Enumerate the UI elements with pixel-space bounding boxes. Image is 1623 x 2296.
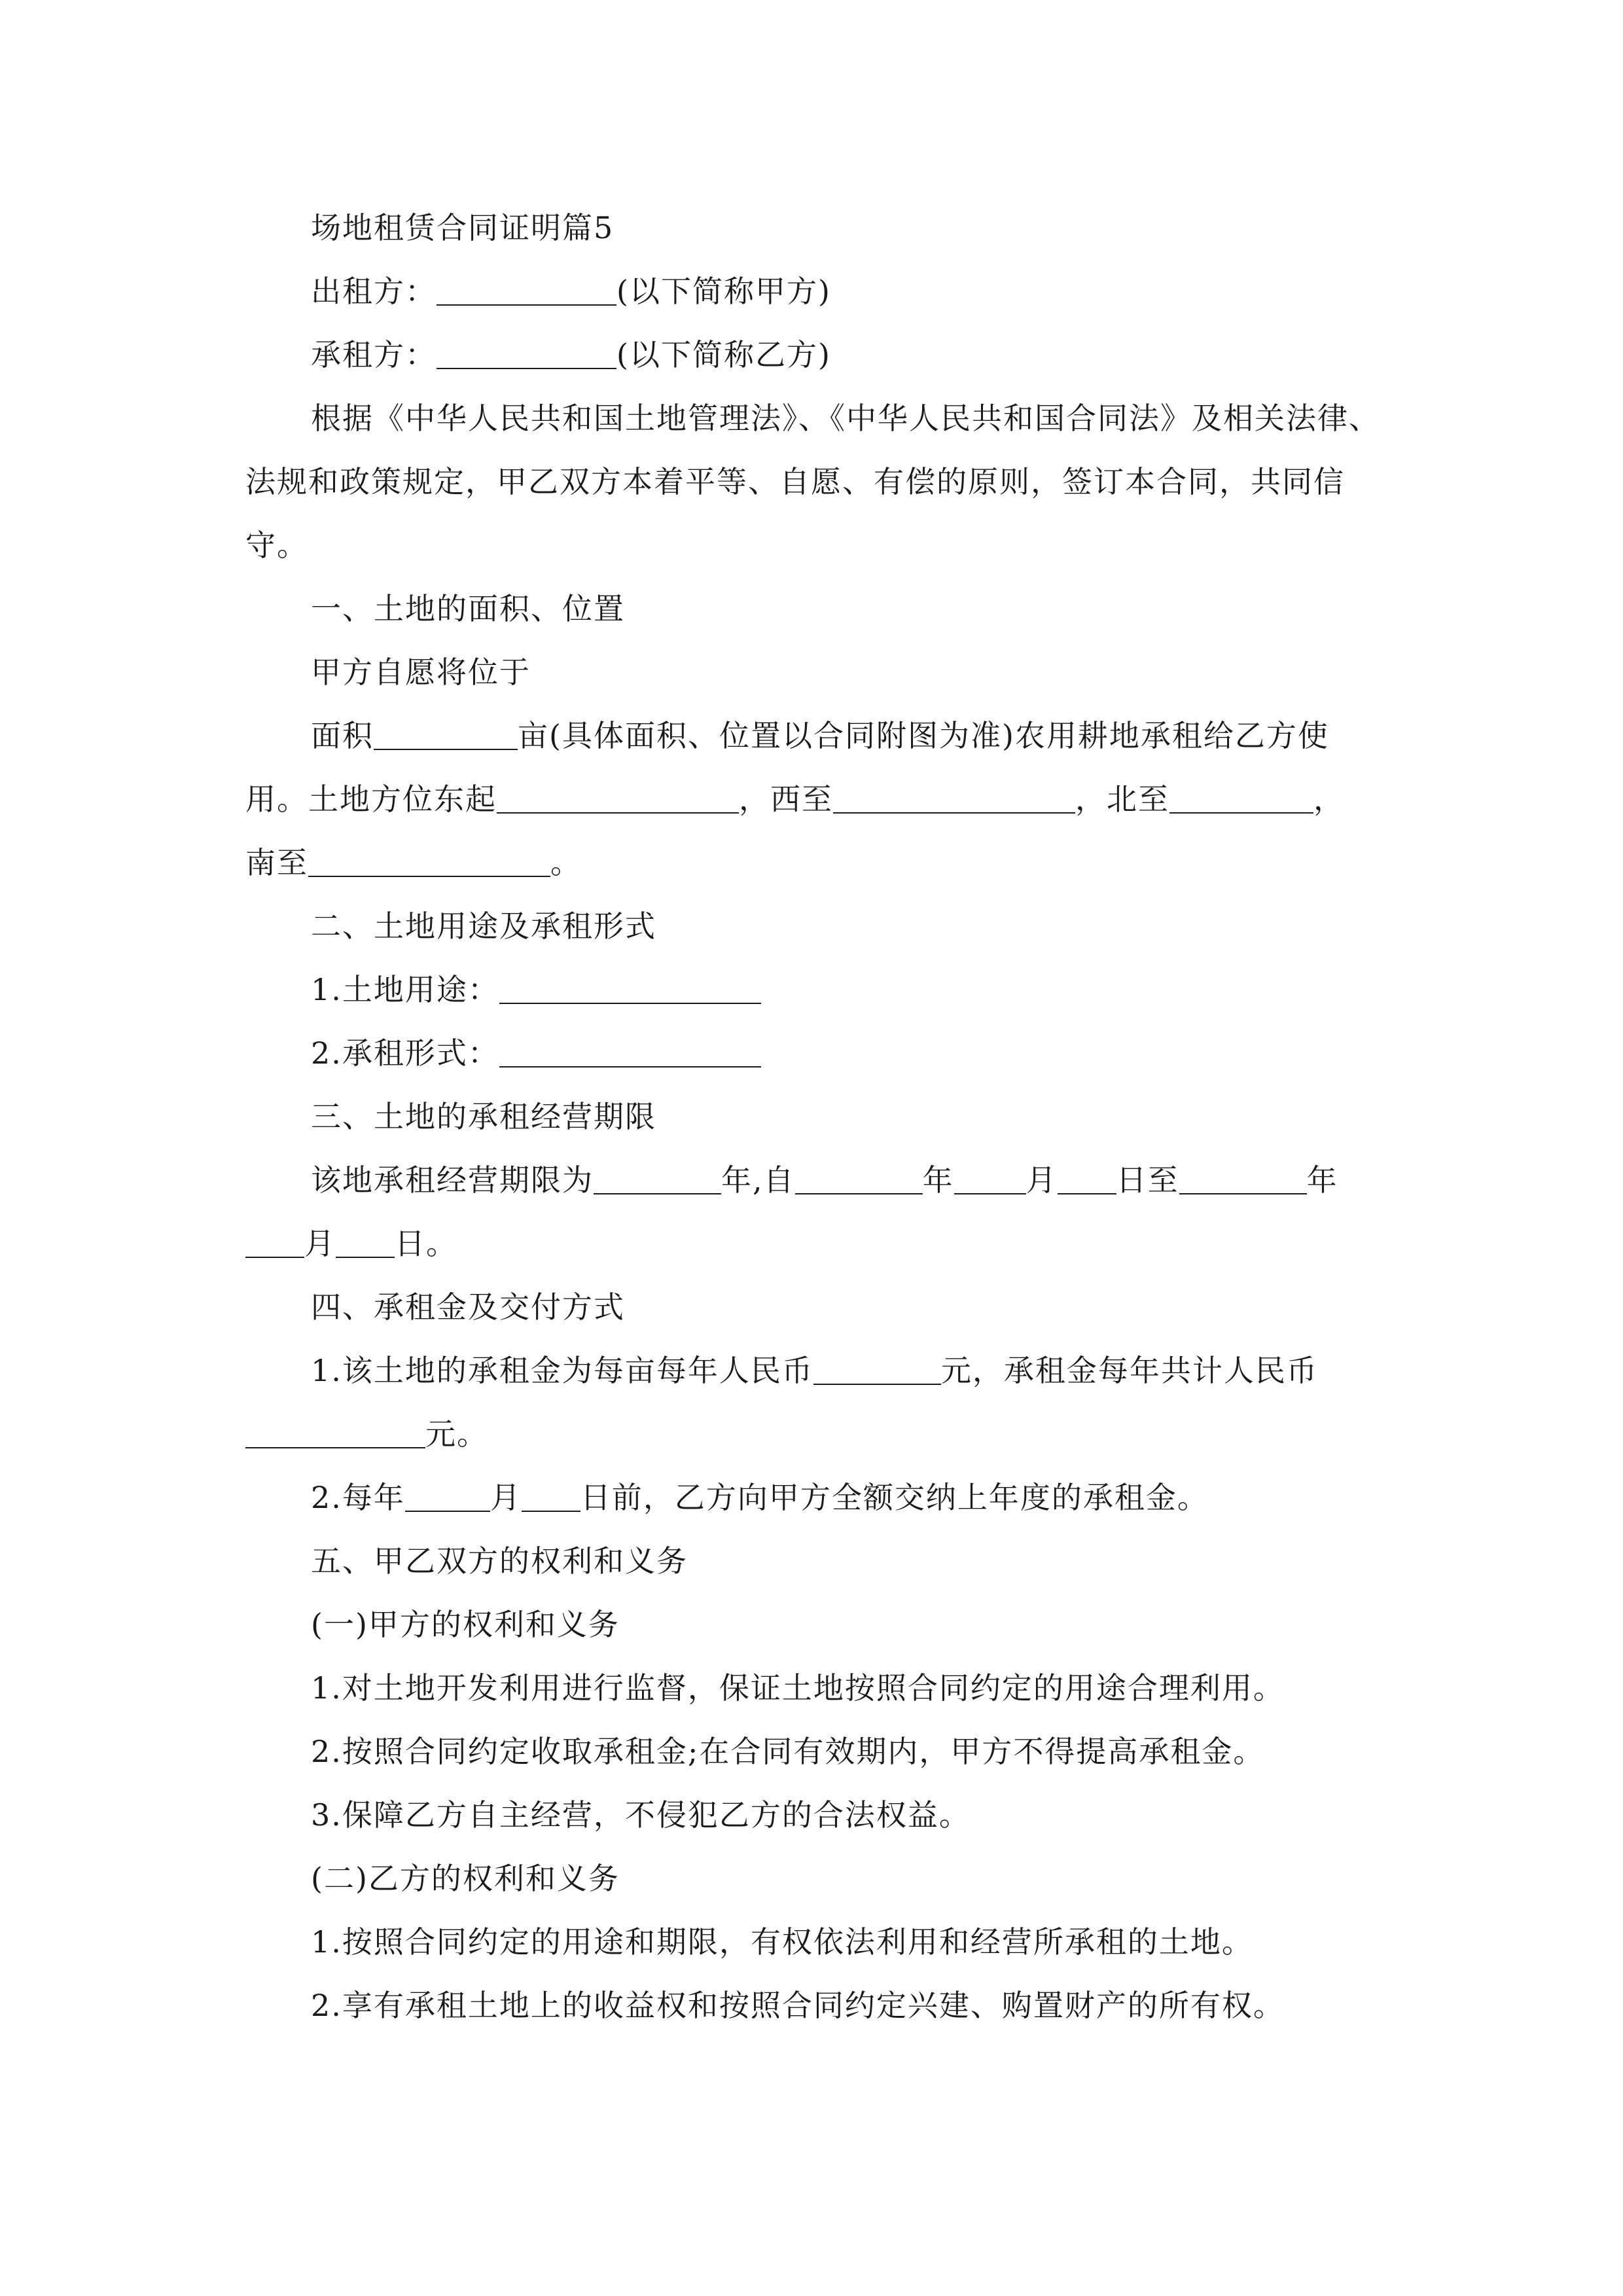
start-year-label: 年 (922, 1162, 954, 1198)
south-period: 。 (550, 845, 582, 880)
section1-boundary-line (245, 768, 1378, 831)
end-year-label: 年 (1306, 1162, 1338, 1198)
document-title (245, 196, 1378, 260)
lessee-label: 承租方： (311, 337, 437, 372)
north-comma: ， (1313, 781, 1345, 817)
end-month-blank[interactable] (245, 1228, 304, 1258)
section1-area-line (245, 704, 1378, 768)
land-use-blank[interactable] (499, 974, 761, 1004)
section3-end-line (245, 1212, 1378, 1276)
end-year-blank[interactable] (1179, 1164, 1307, 1194)
party-b-heading: (二)乙方的权利和义务 (311, 1861, 620, 1896)
preamble-line-2: 法规和政策规定，甲乙双方本着平等、自愿、有偿的原则，签订本合同，共同信 (245, 464, 1345, 499)
east-blank[interactable] (497, 783, 739, 814)
rent-total-label: 元，承租金每年共计人民币 (940, 1353, 1318, 1388)
party-b-item: 2.享有承租土地上的收益权和按照合同约定兴建、购置财产的所有权。 (311, 1988, 1285, 2023)
payment-day-blank[interactable] (522, 1482, 580, 1512)
rent-total-unit: 元。 (425, 1416, 488, 1452)
section2-heading: 二、土地用途及承租形式 (311, 908, 656, 944)
end-day-blank[interactable] (336, 1228, 395, 1258)
party-b-item: 1.按照合同约定的用途和期限，有权依法利用和经营所承租的土地。 (311, 1924, 1253, 1960)
area-suffix: 亩(具体面积、位置以合同附图为准)农用耕地承租给乙方使 (518, 718, 1329, 753)
section4-item1-line (245, 1339, 1378, 1403)
party-a-item: 3.保障乙方自主经营，不侵犯乙方的合法权益。 (311, 1797, 971, 1833)
rent-total-blank[interactable] (245, 1418, 425, 1448)
lessee-line (245, 323, 1378, 387)
payment-prefix: 2.每年 (311, 1480, 405, 1515)
west-label: ，西至 (739, 781, 833, 817)
north-label: ，北至 (1075, 781, 1169, 817)
section5-heading: 五、甲乙双方的权利和义务 (311, 1543, 688, 1579)
land-use-label: 1.土地用途： (311, 972, 499, 1007)
payment-month-label: 月 (490, 1480, 522, 1515)
title-text: 场地租赁合同证明篇5 (311, 210, 615, 245)
lease-form-blank[interactable] (499, 1037, 761, 1067)
lease-form-label: 2.承租形式： (311, 1035, 499, 1071)
west-blank[interactable] (833, 783, 1075, 814)
north-blank[interactable] (1169, 783, 1313, 814)
party-a-heading: (一)甲方的权利和义务 (311, 1607, 620, 1642)
rent-per-mu-blank[interactable] (813, 1355, 941, 1385)
payment-month-blank[interactable] (405, 1482, 490, 1512)
south-blank[interactable] (308, 847, 550, 877)
section1-south-line (245, 831, 1378, 895)
start-day-label: 日至 (1116, 1162, 1179, 1198)
preamble-line-1: 根据《中华人民共和国土地管理法》、《中华人民共和国合同法》及相关法律、 (311, 401, 1380, 436)
lessor-blank[interactable] (437, 276, 616, 306)
term-prefix: 该地承租经营期限为 (311, 1162, 594, 1198)
section3-term-line (245, 1149, 1378, 1212)
area-prefix: 面积 (311, 718, 374, 753)
lessee-suffix: (以下简称乙方) (616, 337, 831, 372)
document-page (245, 196, 1378, 2037)
start-month-blank[interactable] (954, 1164, 1026, 1194)
area-blank[interactable] (374, 720, 518, 750)
south-label: 南至 (245, 845, 308, 880)
section2-item2 (245, 1022, 1378, 1085)
lessor-suffix: (以下简称甲方) (616, 274, 831, 309)
rent-per-mu-label: 1.该土地的承租金为每亩每年人民币 (311, 1353, 813, 1388)
party-a-item: 1.对土地开发利用进行监督，保证土地按照合同约定的用途合理利用。 (311, 1670, 1285, 1706)
section2-item1 (245, 958, 1378, 1022)
end-day-label: 日。 (395, 1226, 457, 1261)
section1-heading: 一、土地的面积、位置 (311, 591, 625, 626)
section4-item2-line (245, 1466, 1378, 1530)
section4-heading: 四、承租金及交付方式 (311, 1289, 625, 1325)
lessor-label: 出租方： (311, 274, 437, 309)
term-years-blank[interactable] (594, 1164, 721, 1194)
term-year-from: 年,自 (721, 1162, 795, 1198)
lessee-blank[interactable] (437, 339, 616, 369)
section4-item1-end (245, 1403, 1378, 1466)
preamble-line-3: 守。 (245, 528, 308, 563)
east-label: 用。土地方位东起 (245, 781, 497, 817)
start-year-blank[interactable] (795, 1164, 923, 1194)
party-a-item: 2.按照合同约定收取承租金;在合同有效期内，甲方不得提高承租金。 (311, 1734, 1265, 1769)
start-day-blank[interactable] (1058, 1164, 1116, 1194)
payment-suffix: 日前，乙方向甲方全额交纳上年度的承租金。 (580, 1480, 1209, 1515)
start-month-label: 月 (1026, 1162, 1058, 1198)
lessor-line (245, 260, 1378, 323)
section3-heading: 三、土地的承租经营期限 (311, 1099, 656, 1134)
section1-located: 甲方自愿将位于 (311, 655, 531, 690)
end-month-label: 月 (304, 1226, 336, 1261)
